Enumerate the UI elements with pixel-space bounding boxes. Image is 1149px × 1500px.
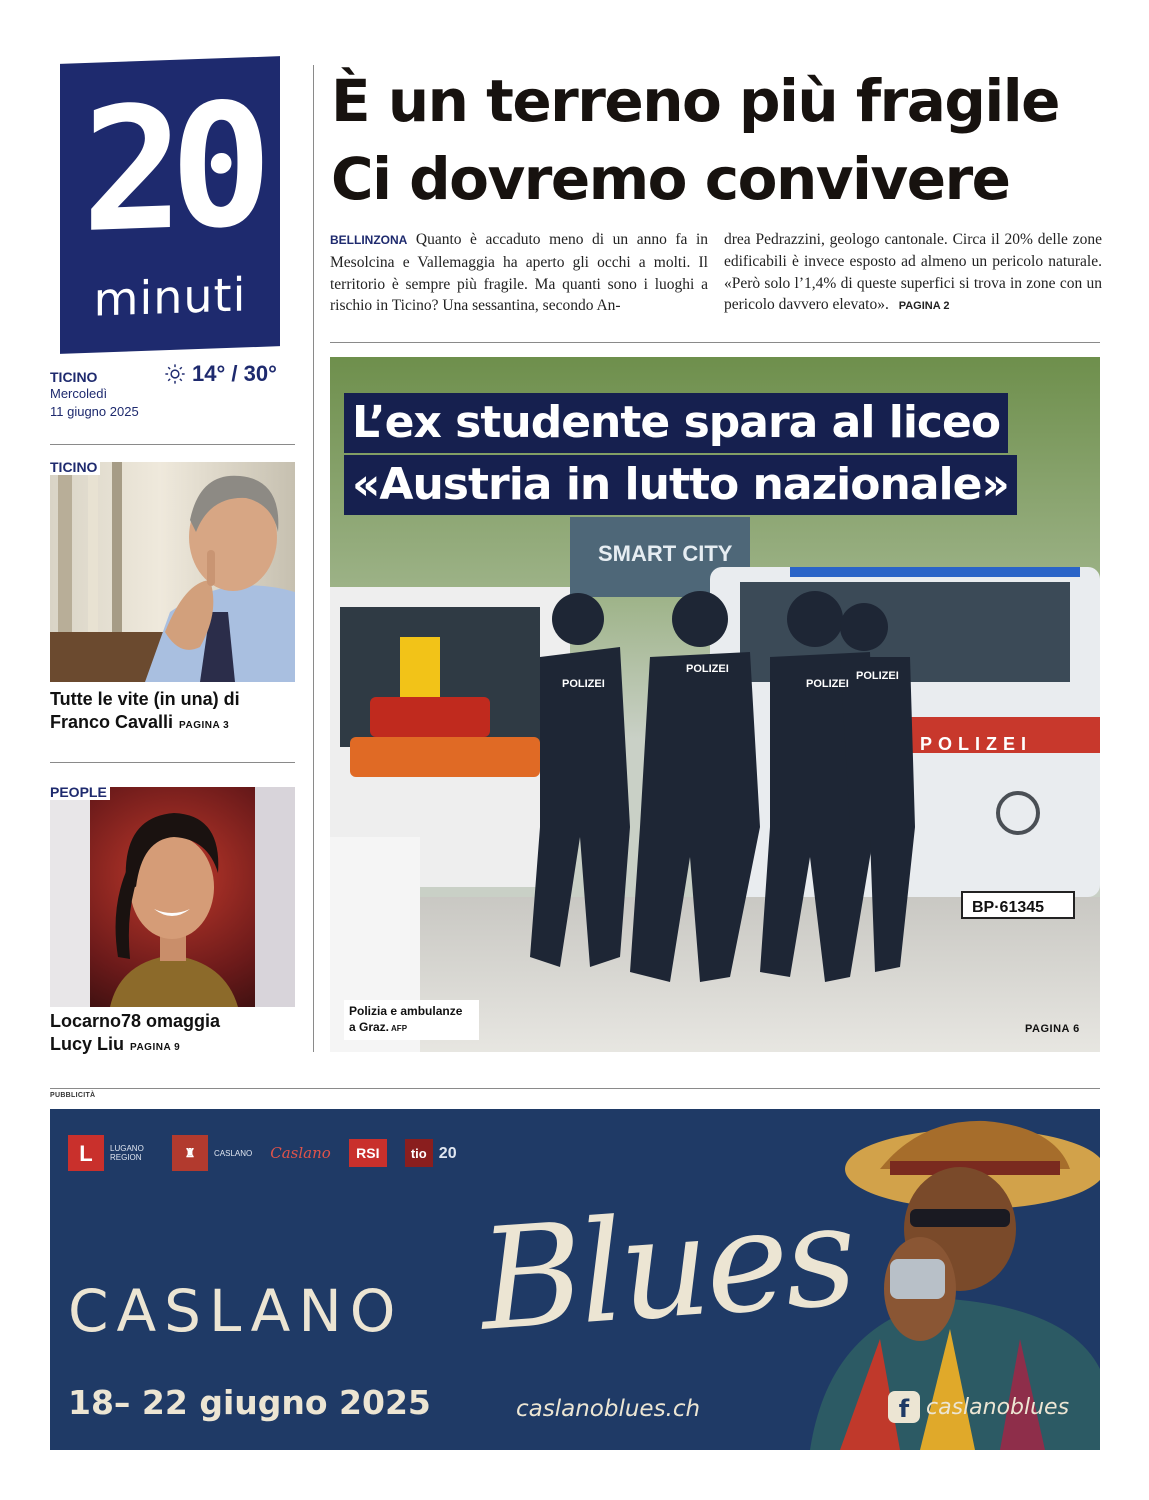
- sponsor-text: LUGANO REGION: [110, 1144, 144, 1162]
- photo-vest-text: POLIZEI: [686, 663, 729, 675]
- teaser-title-line: [50, 1033, 220, 1059]
- divider: [50, 762, 295, 763]
- masthead-logo[interactable]: [60, 56, 280, 354]
- caption-line: Polizia e ambulanze: [349, 1004, 463, 1018]
- edition-date: 11 giugno 2025: [50, 404, 139, 419]
- page-reference: PAGINA 3: [179, 720, 230, 731]
- teaser-photo-lucy-liu[interactable]: [50, 787, 295, 1007]
- sponsor-mark: RSI: [349, 1139, 387, 1167]
- page-reference: PAGINA 9: [130, 1042, 181, 1053]
- teaser-title-line: Tutte le vite (in una) di: [50, 689, 240, 709]
- column-divider: [313, 65, 314, 1052]
- main-headline[interactable]: [344, 393, 1017, 517]
- photo-credit: AFP: [391, 1024, 408, 1033]
- sponsor-logo: [172, 1135, 252, 1171]
- lead-text: drea Pedrazzini, geologo cantonale. Circa il 20% delle zone edificabili è invece esposto ad almeno un pericolo naturale. «Però solo l’1,4% di queste superfici si trova in zone con un pericolo davvero elevato».: [724, 231, 1102, 314]
- caption-line: [349, 1019, 474, 1037]
- teaser-title-text: Lucy Liu: [50, 1034, 125, 1054]
- sponsor-mark: tio: [405, 1139, 433, 1167]
- sun-icon: [164, 363, 186, 385]
- lead-text-column-1: [330, 229, 708, 317]
- lead-headline[interactable]: [331, 62, 1111, 218]
- caption-text: a Graz.: [349, 1020, 390, 1034]
- main-headline-line: L’ex studente spara al liceo: [344, 393, 1008, 453]
- divider: [330, 342, 1100, 343]
- photo-sign-text: SMART CITY: [598, 541, 733, 566]
- sponsor-logo: [270, 1143, 331, 1162]
- sponsor-text: 20: [438, 1144, 457, 1162]
- page-reference: PAGINA 6: [1025, 1023, 1080, 1035]
- sponsor-text: Caslano: [270, 1143, 331, 1162]
- teaser-photo-cavalli[interactable]: [50, 462, 295, 682]
- advertisement-caslano-blues[interactable]: [50, 1109, 1100, 1450]
- sponsor-text: CASLANO: [214, 1148, 253, 1158]
- dateline: BELLINZONA: [330, 233, 408, 247]
- sponsor-logo: [349, 1139, 387, 1167]
- main-headline-line: «Austria in lutto nazionale»: [344, 455, 1017, 515]
- temperature: 14° / 30°: [192, 361, 277, 386]
- ad-label: PUBBLICITÀ: [50, 1092, 96, 1099]
- photo-van-text: POLIZEI: [920, 734, 1033, 754]
- teaser-tag: PEOPLE: [50, 784, 110, 800]
- sponsor-mark: L: [68, 1135, 104, 1171]
- ad-event-dates: 18– 22 giugno 2025: [68, 1383, 431, 1422]
- logo-word: minuti: [93, 267, 247, 327]
- lead-headline-line: È un terreno più fragile: [331, 67, 1059, 135]
- teaser-title-text: Franco Cavalli: [50, 712, 174, 732]
- teaser-title-line: Locarno78 omaggia: [50, 1011, 221, 1031]
- sponsor-logo: [405, 1139, 457, 1167]
- sponsor-logo: [68, 1135, 154, 1171]
- teaser-title[interactable]: [50, 688, 240, 737]
- page-reference: PAGINA 2: [898, 300, 950, 313]
- photo-caption: [344, 1000, 479, 1040]
- ad-facebook-link[interactable]: [888, 1391, 1069, 1423]
- ad-event-script: Blues: [474, 1174, 858, 1363]
- lead-text: Quanto è accaduto meno di un anno fa in Mesolcina e Vallemaggia ha aperto gli occhi a molti. Il territorio è sempre più fragile. Ma quanti sono i luoghi a rischio in Ticino? Una sessantina, secondo An-: [330, 231, 708, 315]
- facebook-icon: f: [888, 1391, 920, 1423]
- lead-headline-line: Ci dovremo convivere: [331, 145, 1010, 213]
- photo-vest-text: POLIZEI: [856, 670, 899, 682]
- lead-text-column-2: [724, 229, 1102, 318]
- teaser-title[interactable]: [50, 1010, 220, 1059]
- sponsor-crest-icon: ♜: [172, 1135, 208, 1171]
- weather: [164, 361, 277, 387]
- edition-region: TICINO: [50, 369, 98, 385]
- photo-plate-text: BP·61345: [972, 899, 1045, 916]
- teaser-title-line: [50, 711, 240, 737]
- photo-vest-text: POLIZEI: [562, 678, 605, 690]
- ad-social-handle: caslanoblues: [926, 1394, 1070, 1420]
- photo-vest-text: POLIZEI: [806, 678, 849, 690]
- ad-event-name: CASLANO: [68, 1277, 404, 1345]
- edition-weekday: Mercoledì: [50, 386, 108, 401]
- divider: [50, 444, 295, 445]
- ad-website-link[interactable]: caslanoblues.ch: [516, 1396, 701, 1422]
- sponsor-strip: [68, 1135, 457, 1171]
- divider: [50, 1088, 1100, 1089]
- logo-number: 20: [81, 66, 259, 272]
- teaser-tag: TICINO: [50, 459, 100, 475]
